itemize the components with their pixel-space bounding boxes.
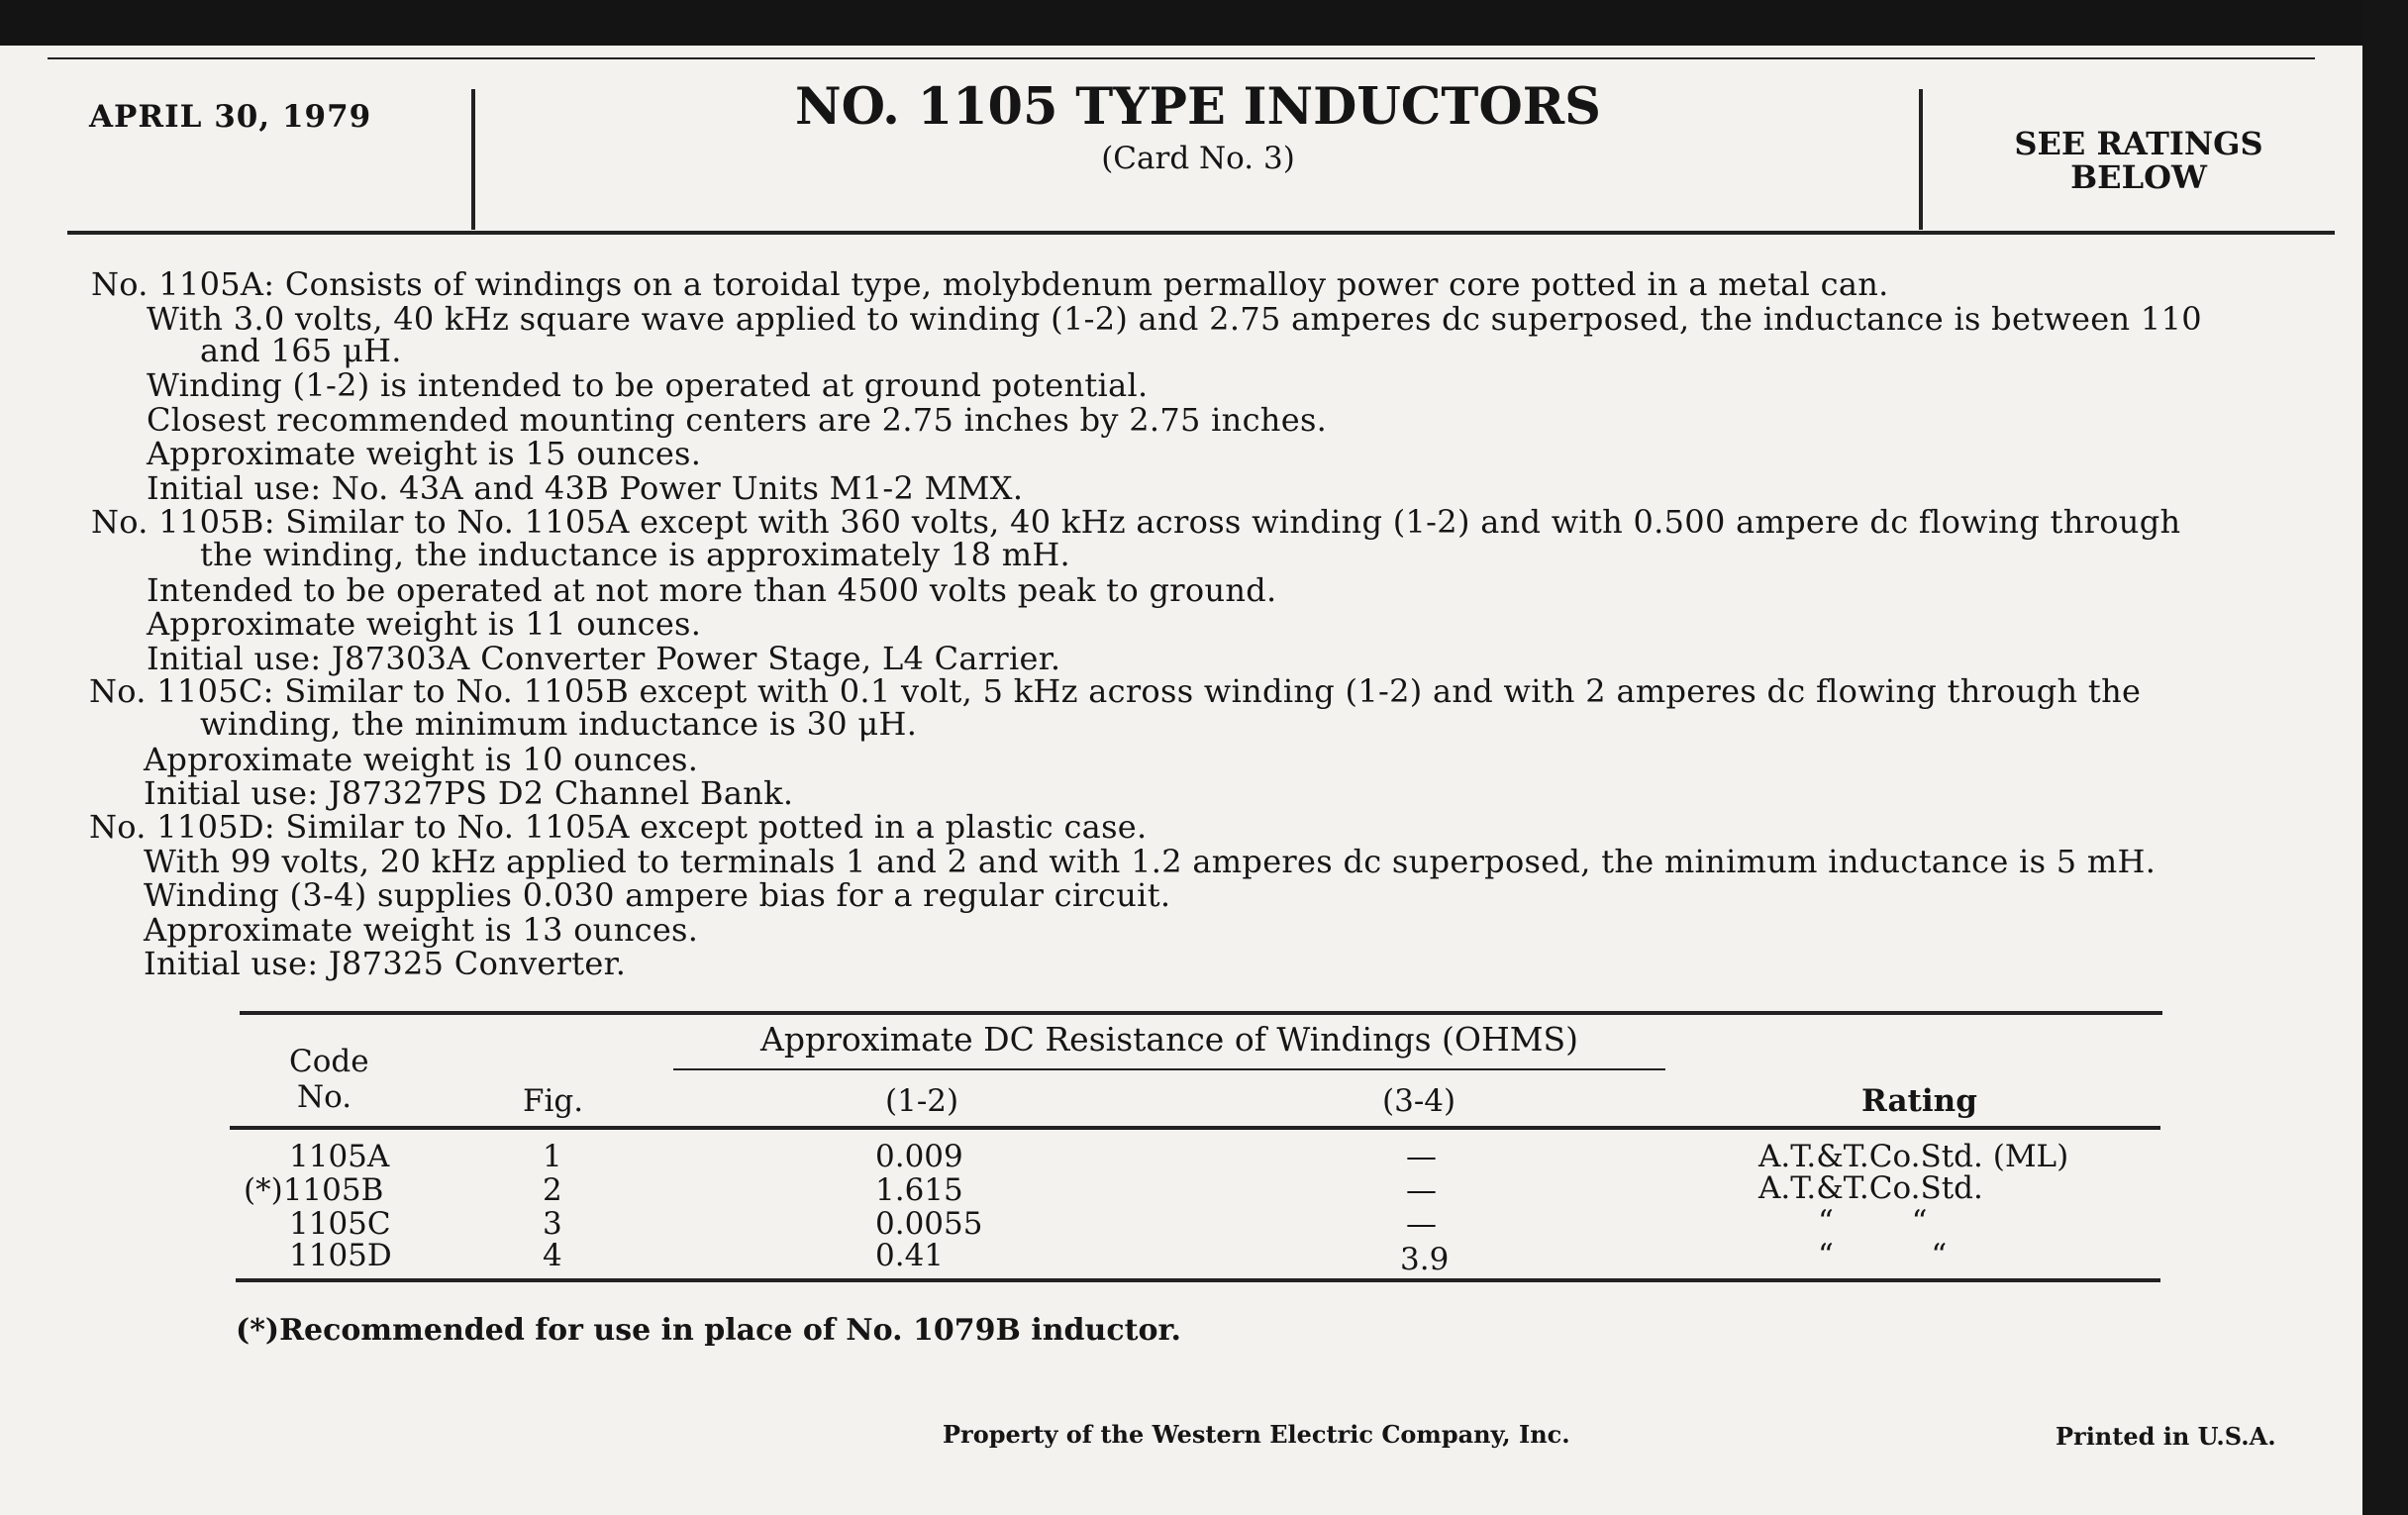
col-34-header: (3-4) [1382, 1083, 1456, 1119]
table-cell-code: 1105C [289, 1206, 391, 1242]
body-line: Initial use: No. 43A and 43B Power Units M1-2 MMX. [147, 469, 1024, 507]
table-cell-code: 1105D [289, 1238, 392, 1273]
table-footnote: (*)Recommended for use in place of No. 1079B inductor. [236, 1313, 1181, 1348]
body-line: Closest recommended mounting centers are 2.75 inches by 2.75 inches. [147, 401, 1328, 439]
table-cell-rating: A.T.&T.Co.Std. (ML) [1758, 1139, 2069, 1174]
ratings-note-line1: SEE RATINGS [2014, 125, 2263, 162]
body-line: Initial use: J87325 Converter. [144, 945, 627, 982]
table-cell-r34: — [1406, 1139, 1437, 1174]
body-line: Winding (3-4) supplies 0.030 ampere bias for a regular circuit. [144, 876, 1171, 914]
col-code-header: Code [289, 1044, 369, 1079]
table-bottom-rule [236, 1278, 2160, 1282]
table-cell-rating: A.T.&T.Co.Std. [1758, 1170, 1983, 1206]
body-line: No. 1105D: Similar to No. 1105A except potted in a plastic case. [89, 808, 1148, 846]
table-cell-r12: 0.0055 [875, 1206, 983, 1242]
table-header-rule [230, 1126, 2160, 1130]
table-cell-fig: 3 [543, 1206, 562, 1242]
body-line: Approximate weight is 11 ounces. [147, 605, 702, 643]
table-cell-rating: “ “ [1818, 1204, 1928, 1240]
body-line: No. 1105C: Similar to No. 1105B except with 0.1 volt, 5 kHz across winding (1-2) and with 2 amperes dc flowing through the [89, 672, 2142, 710]
body-line: No. 1105B: Similar to No. 1105A except with 360 volts, 40 kHz across winding (1-2) and with 0.500 ampere dc flowing through [91, 503, 2181, 541]
body-line: Approximate weight is 13 ounces. [144, 911, 699, 949]
body-line: Approximate weight is 10 ounces. [144, 741, 699, 778]
printed-in-notice: Printed in U.S.A. [2056, 1422, 2276, 1451]
table-cell-r12: 1.615 [875, 1172, 963, 1208]
table-cell-r12: 0.41 [875, 1238, 945, 1273]
resistance-group-header: Approximate DC Resistance of Windings (OHMS) [760, 1020, 1578, 1059]
header-bottom-rule [67, 231, 2335, 235]
body-line: Initial use: J87327PS D2 Channel Bank. [144, 774, 794, 812]
scan-border-right [2362, 0, 2408, 1515]
table-cell-rating: “ “ [1818, 1238, 1948, 1273]
table-cell-fig: 1 [543, 1139, 562, 1174]
body-line: No. 1105A: Consists of windings on a toroidal type, molybdenum permalloy power core potted in a metal can. [91, 265, 1889, 303]
body-line: With 3.0 volts, 40 kHz square wave applied to winding (1-2) and 2.75 amperes dc superposed, the inductance is between 110 [147, 300, 2202, 338]
property-notice: Property of the Western Electric Company, Inc. [943, 1420, 1570, 1449]
scan-border-top [0, 0, 2408, 46]
table-cell-r34: 3.9 [1400, 1242, 1450, 1277]
table-cell-fig: 2 [543, 1172, 562, 1208]
body-line: winding, the minimum inductance is 30 μH. [200, 705, 918, 743]
col-fig-header: Fig. [523, 1083, 584, 1119]
table-cell-fig: 4 [543, 1238, 562, 1273]
ratings-note-line2: BELOW [2070, 158, 2207, 196]
col-rating-header: Rating [1861, 1083, 1977, 1119]
body-line: Winding (1-2) is intended to be operated at ground potential. [147, 366, 1149, 404]
body-line: and 165 μH. [200, 332, 402, 369]
body-line: Approximate weight is 15 ounces. [147, 435, 702, 472]
body-line: Intended to be operated at not more than 4500 volts peak to ground. [147, 571, 1277, 609]
group-header-rule [673, 1068, 1665, 1070]
top-rule [48, 57, 2315, 59]
body-line: With 99 volts, 20 kHz applied to terminals 1 and 2 and with 1.2 amperes dc superposed, the minimum inductance is 5 mH. [144, 843, 2157, 880]
table-top-rule [240, 1011, 2162, 1015]
table-cell-r34: — [1406, 1172, 1437, 1208]
card-date: APRIL 30, 1979 [89, 99, 372, 135]
table-cell-code: 1105A [289, 1139, 390, 1174]
col-12-header: (1-2) [885, 1083, 959, 1119]
col-code-header-2: No. [297, 1079, 352, 1115]
body-line: the winding, the inductance is approximately 18 mH. [200, 536, 1071, 573]
card-number: (Card No. 3) [1101, 141, 1295, 176]
table-cell-r12: 0.009 [875, 1139, 963, 1174]
table-cell-code: (*)1105B [244, 1172, 384, 1208]
table-cell-r34: — [1406, 1206, 1437, 1242]
page-title: NO. 1105 TYPE INDUCTORS [795, 77, 1601, 137]
body-line: Initial use: J87303A Converter Power Stage, L4 Carrier. [147, 640, 1061, 677]
